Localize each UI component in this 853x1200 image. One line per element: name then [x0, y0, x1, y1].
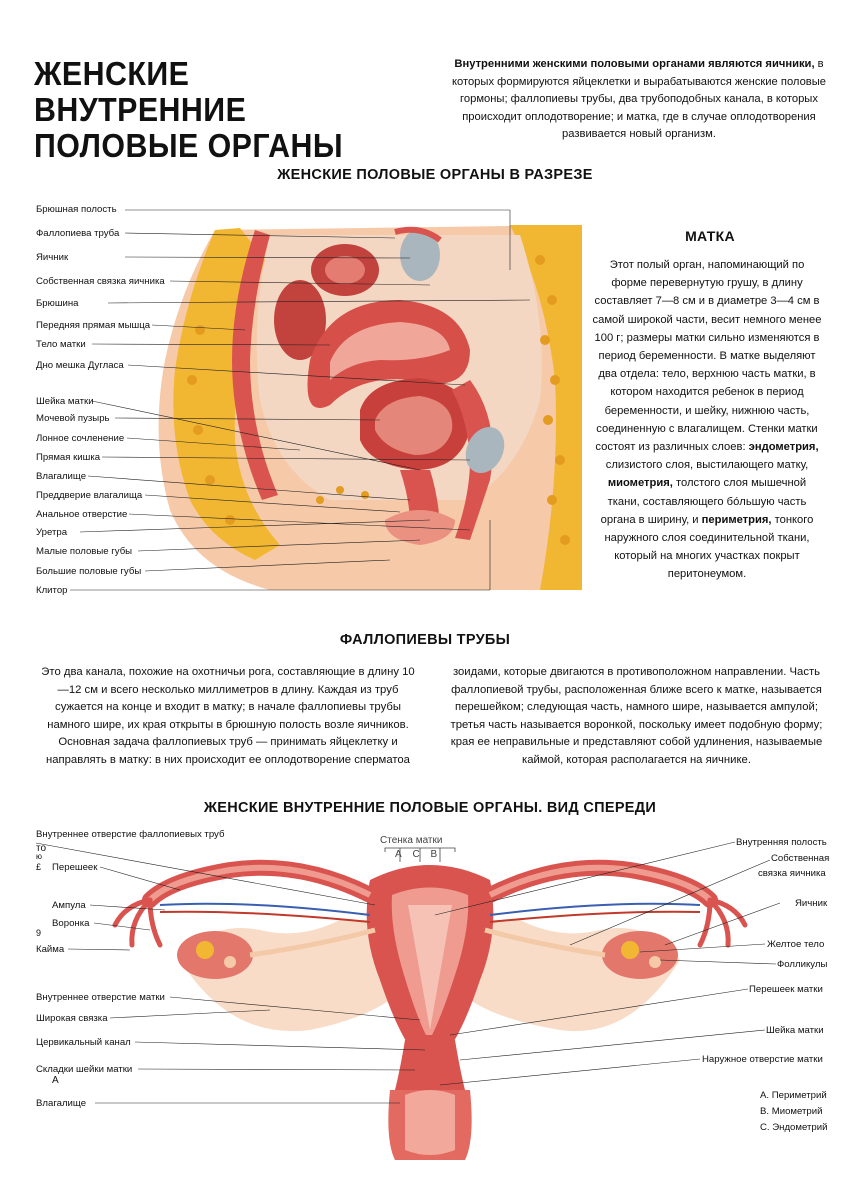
label-anus: Анальное отверстие [36, 509, 128, 520]
label-pubic-symphysis: Лонное сочленение [36, 433, 125, 444]
label-front-vagina: Влагалище [36, 1098, 87, 1109]
label-uterus-body: Тело матки [36, 339, 86, 350]
label-bladder: Мочевой пузырь [36, 413, 110, 424]
label-labia-majora: Большие половые губы [36, 566, 142, 577]
page-title-line2: ПОЛОВЫЕ ОРГАНЫ [34, 127, 344, 164]
label-cervical-canal: Цервикальный канал [36, 1037, 131, 1048]
section-cut-title: ЖЕНСКИЕ ПОЛОВЫЕ ОРГАНЫ В РАЗРЕЗЕ [277, 167, 593, 183]
wall-title: Стенка матки [380, 835, 443, 846]
tubes-text-col1: Это два канала, похожие на охотничьи рога, составляющие в длину 10—12 см и всего несколько миллиметров в длину. Каждая из труб сужается на конце и входит в матку; в начале фаллопиевы трубы намного шире, их края открыты в брюшную полость возле яичников. Основная задача фаллопиевых труб — принимать яйцеклетку и направлять в матку: в них происходит ее оплодотворение сперматоa [41, 666, 415, 766]
legend-endometrium: С. Эндометрий [760, 1121, 828, 1133]
stray-mark-a: А [52, 1075, 59, 1086]
stray-mark-yu: ю [36, 852, 42, 861]
label-ampulla: Ампула [52, 900, 86, 911]
wall-letters: А С В [395, 849, 442, 860]
label-internal-uterine-os: Внутреннее отверстие матки [36, 992, 165, 1003]
label-vestibule: Преддверие влагалища [36, 490, 143, 501]
front-view-title: ЖЕНСКИЕ ВНУТРЕННИЕ ПОЛОВЫЕ ОРГАНЫ. ВИД СПЕРЕДИ [203, 800, 657, 816]
label-labia-minora: Малые половые губы [36, 546, 133, 557]
wall-legend [760, 1088, 827, 1135]
stray-mark-9: 9 [36, 928, 42, 938]
tubes-title: ФАЛЛОПИЕВЫ ТРУБЫ [339, 632, 511, 648]
label-internal-tube-opening: Внутреннее отверстие фаллопиевых труб [36, 829, 225, 840]
tubes-text-col2: зоидами, которые двигаются в противоположном направлении. Часть фаллопиевой трубы, расположенная ближе всего к матке, называется перешейком; следующая часть, намного шире, называется ампулой; третья часть называется воронкой, поскольку имеет подобную форму; края ее неправильные и представляют собой удлинения, называемые каймой, которая располагается на яичнике. [450, 666, 823, 766]
label-fallopian-tube: Фаллопиева труба [36, 228, 120, 239]
label-corpus-luteum: Желтое тело [767, 939, 825, 950]
legend-perimetrium: А. Периметрий [760, 1090, 827, 1101]
label-ovary: Яичник [36, 252, 69, 263]
matka-title: МАТКА [685, 228, 735, 244]
intro-bold: Внутренними женскими половыми органами являются яичники, [454, 58, 815, 70]
label-own-ligament-1: Собственная [771, 853, 830, 864]
label-fimbriae: Кайма [36, 944, 65, 955]
label-isthmus: Перешеек [52, 862, 98, 873]
label-front-cervix: Шейка матки [766, 1025, 824, 1036]
label-uterine-isthmus: Перешеек матки [749, 984, 823, 995]
legend-myometrium: В. Миометрий [760, 1105, 823, 1117]
label-peritoneum: Брюшина [36, 298, 79, 309]
label-clitoris: Клитор [36, 585, 68, 596]
label-urethra: Уретра [36, 527, 68, 538]
stray-mark-pound: £ [36, 862, 42, 872]
label-follicles: Фолликулы [777, 959, 828, 970]
matka-bold-perimetrium: периметрия, [701, 513, 772, 526]
label-front-ovary: Яичник [795, 898, 828, 909]
matka-text-4: тонкого наружного слоя соединительной ткани, который на многих участках покрыт перитонеумом. [604, 513, 814, 581]
matka-text-1: Этот полый орган, напоминающий по форме перевернутую грушу, в длину составляет 7—8 см и в диаметре 3—4 см в самой широкой части, весит немного менее 100 г; размеры матки сильно изменяются в период беременности. В матке выделяют два отдела: тело, верхнюю часть матки, в котором находится ребенок в период беременности, и шейку, нижнюю часть, соединенную с влагалищем. Стенки матки состоят из различных слоев: [592, 259, 822, 454]
label-infundibulum: Воронка [52, 918, 90, 929]
label-broad-ligament: Широкая связка [36, 1013, 108, 1024]
label-own-ligament-2: связка яичника [758, 868, 826, 879]
page-title-line1: ЖЕНСКИЕ ВНУТРЕННИЕ [34, 55, 247, 128]
matka-bold-myometrium: миометрия, [607, 477, 673, 490]
label-abdominal-cavity: Брюшная полость [36, 204, 117, 215]
label-cervical-folds: Складки шейки матки [36, 1064, 133, 1075]
intro-text: в которых формируются яйцеклетки и вырабатываются женские половые гормоны; фаллопиевы трубы, два трубоподобных канала, в которых происходит оплодотворение; и матка, где в случае оплодотворения развивается новый организм. [451, 58, 827, 140]
label-external-os: Наружное отверстие матки [702, 1054, 823, 1065]
label-rectum: Прямая кишка [36, 452, 101, 463]
matka-text-2: слизистого слоя, выстилающего матку, [605, 459, 809, 472]
stray-mark-to: то [36, 843, 47, 854]
label-vagina: Влагалище [36, 471, 87, 482]
label-cervix: Шейка матки [36, 396, 94, 407]
label-rectus-muscle: Передняя прямая мышца [36, 320, 151, 331]
label-ovarian-ligament: Собственная связка яичника [36, 276, 165, 287]
label-inner-cavity: Внутренняя полость [736, 837, 827, 848]
label-douglas-pouch: Дно мешка Дугласа [36, 360, 124, 371]
matka-text-3: толстого слоя мышечной ткани, составляющего бóльшую часть органа в ширину, и [600, 477, 807, 526]
matka-bold-endometrium: эндометрия, [748, 441, 819, 454]
